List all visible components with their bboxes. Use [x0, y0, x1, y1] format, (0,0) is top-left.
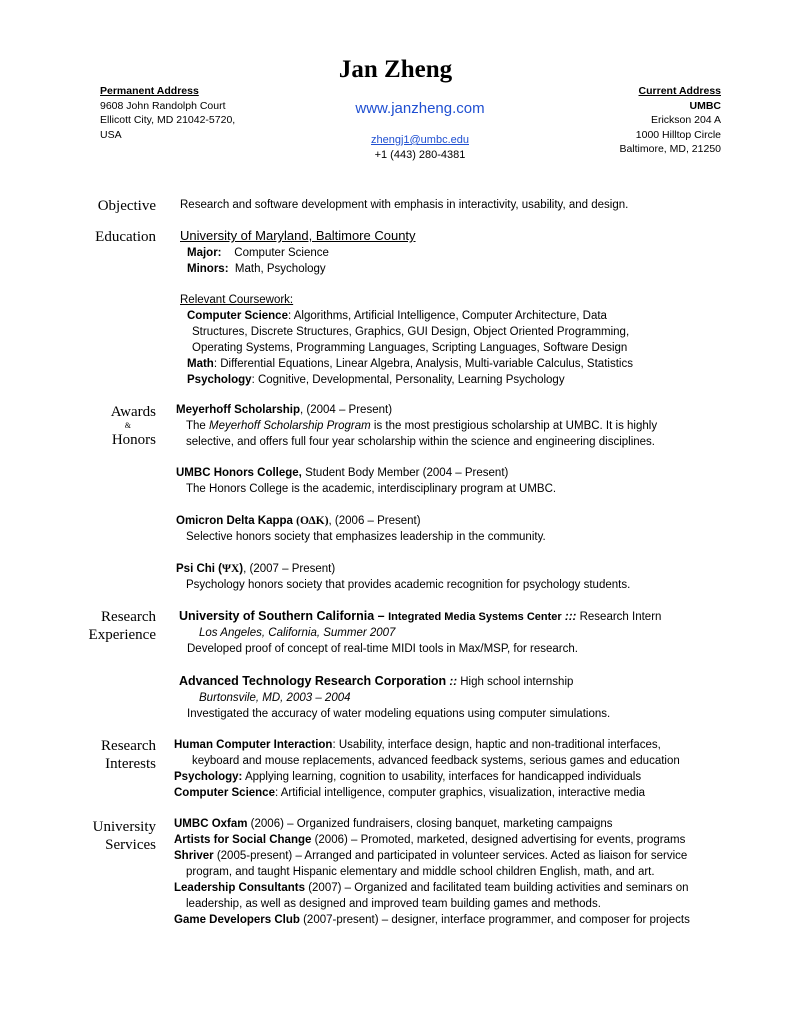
research-interests-heading — [80, 737, 156, 773]
psichi-date: , (2007 – Present) — [243, 563, 336, 575]
university-services-heading — [80, 818, 156, 854]
meyerhoff-desc: selective, and offers full four year scholarship within the science and engineering disciplines. — [186, 436, 655, 448]
gdc-text: (2007-present) – designer, interface programmer, and composer for projects — [299, 914, 690, 926]
interests-cs-label: Computer Science — [174, 787, 275, 799]
current-address-org: UMBC — [689, 99, 721, 112]
awards-heading-amp: & — [124, 421, 131, 430]
coursework-cs-text: Operating Systems, Programming Languages, Scripting Languages, Software Design — [192, 342, 628, 354]
gdc-label: Game Developers Club — [174, 914, 300, 926]
research-experience-heading — [80, 608, 156, 644]
current-address — [619, 84, 721, 157]
objective-heading: Objective — [97, 198, 156, 214]
usc-role: Research Intern — [579, 611, 662, 623]
meyerhoff-date: , (2004 – Present) — [299, 404, 393, 416]
atrc-location: Burtonsvile, MD, 2003 – 2004 — [199, 692, 351, 704]
meyerhoff-title: Meyerhoff Scholarship — [176, 404, 300, 416]
minors-value: Math, Psychology — [234, 263, 326, 275]
atrc-desc: Investigated the accuracy of water modeling equations using computer simulations. — [187, 708, 611, 720]
research-experience-heading-line: Experience — [88, 627, 156, 643]
interests-cs-text: : Artificial intelligence, computer graphics, visualization, interactive media — [274, 787, 646, 799]
artists-text: (2006) – Promoted, marketed, designed advertising for events, programs — [311, 834, 686, 846]
atrc-org: Advanced Technology Research Corporation — [179, 674, 447, 688]
meyerhoff-desc: is the most prestigious scholarship at UMBC. It is highly — [370, 420, 658, 432]
odk-symbol: (ΟΔΚ) — [296, 515, 329, 527]
coursework-cs-label: Computer Science — [187, 310, 288, 322]
atrc-sep: :: — [446, 676, 461, 688]
odk-date: , (2006 – Present) — [328, 515, 421, 527]
psichi-desc: Psychology honors society that provides academic recognition for psychology students. — [186, 579, 631, 591]
research-experience-heading-line: Research — [101, 609, 156, 625]
university-services-heading-line: Services — [105, 837, 156, 853]
odk-desc: Selective honors society that emphasizes leadership in the community. — [186, 531, 546, 543]
major-value: Computer Science — [234, 247, 329, 259]
minors-label: Minors: — [187, 263, 229, 275]
current-address-line: Erickson 204 A — [650, 114, 721, 126]
hci-text: keyboard and mouse replacements, advanced feedback systems, serious games and education — [192, 755, 680, 767]
shriver-label: Shriver — [174, 850, 214, 862]
current-address-heading: Current Address — [638, 85, 721, 97]
coursework-label: Relevant Coursework: — [180, 294, 294, 306]
coursework-cs-text: : Algorithms, Artificial Intelligence, Computer Architecture, Data — [287, 310, 607, 322]
email-link[interactable]: zhengj1@umbc.edu — [370, 134, 469, 146]
objective-text: Research and software development with emphasis in interactivity, usability, and design. — [180, 199, 629, 211]
oxfam-label: UMBC Oxfam — [174, 818, 248, 830]
education-details — [187, 245, 329, 277]
awards-heading — [80, 403, 156, 449]
meyerhoff-program: Meyerhoff Scholarship Program — [209, 420, 371, 432]
current-address-line: 1000 Hilltop Circle — [635, 128, 721, 141]
resume-name: Jan Zheng — [338, 56, 453, 83]
major-label: Major: — [187, 247, 222, 259]
usc-sep: ::: — [561, 611, 580, 623]
psichi-title: Psi Chi ( — [176, 563, 223, 575]
current-address-line: Baltimore, MD, 21250 — [619, 143, 721, 155]
usc-location: Los Angeles, California, Summer 2007 — [199, 627, 396, 639]
hci-label: Human Computer Interaction — [174, 739, 333, 751]
research-experience-list — [179, 608, 661, 722]
hci-text: : Usability, interface design, haptic and non-traditional interfaces, — [332, 739, 661, 751]
interests-psych-label: Psychology: — [174, 771, 243, 783]
education-heading: Education — [95, 229, 156, 245]
leadership-text: (2007) – Organized and facilitated team building activities and seminars on — [305, 882, 689, 894]
honors-college-title: UMBC Honors College, — [176, 467, 302, 479]
awards-heading-line: Awards — [110, 404, 156, 420]
awards-heading-line: Honors — [111, 432, 156, 448]
permanent-address-line: USA — [100, 128, 122, 141]
website-link[interactable]: www.janzheng.com — [355, 100, 485, 117]
atrc-role: High school internship — [460, 676, 574, 688]
usc-org: University of Southern California – — [179, 609, 389, 623]
research-interests-heading-line: Research — [101, 738, 156, 754]
permanent-address-line: Ellicott City, MD 21042-5720, — [100, 114, 236, 126]
phone-number: +1 (443) 280-4381 — [374, 149, 466, 161]
permanent-address-heading: Permanent Address — [100, 85, 199, 97]
coursework-math-label: Math — [187, 358, 214, 370]
coursework-cs-text: Structures, Discrete Structures, Graphics, GUI Design, Object Oriented Programming, — [192, 326, 630, 338]
honors-college-date: Student Body Member (2004 – Present) — [301, 467, 509, 479]
leadership-text: leadership, as well as designed and improved team building games and methods. — [186, 898, 601, 910]
coursework-psych-text: : Cognitive, Developmental, Personality, Learning Psychology — [251, 374, 565, 386]
research-interests-heading-line: Interests — [105, 756, 156, 772]
usc-center: Integrated Media Systems Center — [388, 611, 562, 623]
awards-list — [176, 402, 657, 593]
psichi-close: ) — [239, 563, 244, 575]
usc-desc: Developed proof of concept of real-time MIDI tools in Max/MSP, for research. — [187, 643, 578, 655]
honors-college-desc: The Honors College is the academic, interdisciplinary program at UMBC. — [186, 483, 557, 495]
interests-psych-text: Applying learning, cognition to usability, interfaces for handicapped individuals — [242, 771, 642, 783]
coursework-psych-label: Psychology — [187, 374, 252, 386]
university-services-list — [174, 816, 690, 928]
leadership-label: Leadership Consultants — [174, 882, 305, 894]
shriver-text: (2005-present) – Arranged and participated in volunteer services. Acted as liaison for service — [213, 850, 688, 862]
psichi-symbol: ΨΧ — [222, 563, 240, 575]
coursework — [180, 292, 633, 388]
meyerhoff-desc: The — [186, 420, 210, 432]
odk-title: Omicron Delta Kappa — [176, 515, 293, 527]
permanent-address-line: 9608 John Randolph Court — [100, 99, 226, 112]
oxfam-text: (2006) – Organized fundraisers, closing banquet, marketing campaigns — [247, 818, 613, 830]
shriver-text: program, and taught Hispanic elementary and middle school children English, math, and art. — [186, 866, 655, 878]
university-services-heading-line: University — [92, 819, 156, 835]
artists-label: Artists for Social Change — [174, 834, 312, 846]
coursework-math-text: : Differential Equations, Linear Algebra, Analysis, Multi-variable Calculus, Statistics — [213, 358, 633, 370]
education-school: University of Maryland, Baltimore County — [180, 228, 416, 243]
research-interests-list — [174, 737, 680, 801]
